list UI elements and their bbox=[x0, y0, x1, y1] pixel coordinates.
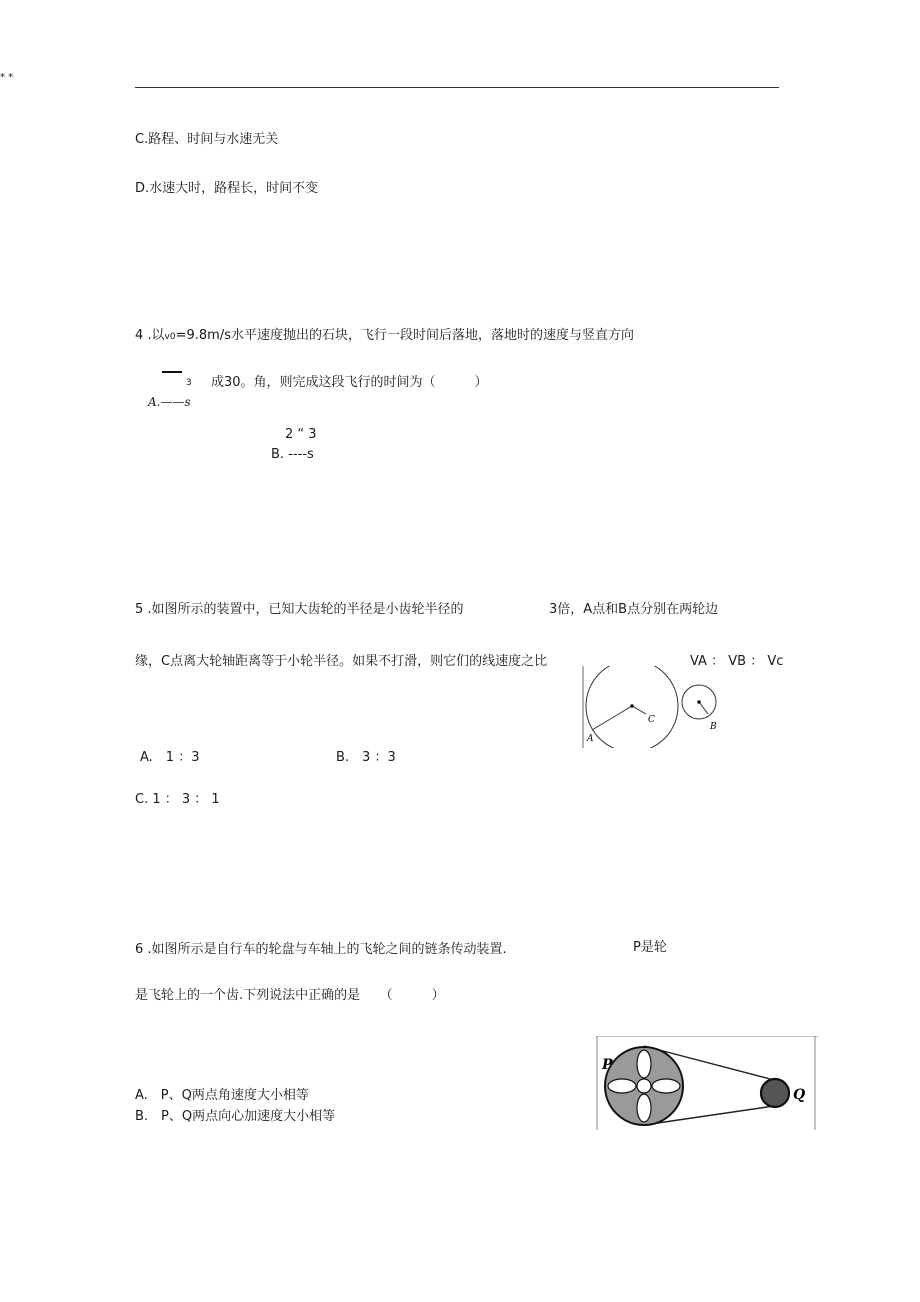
q5-label-a: A bbox=[587, 734, 594, 744]
q5-option-b: B. 3 ：3 bbox=[336, 750, 396, 765]
q4-option-b-numerator: 2 “ 3 bbox=[285, 427, 317, 442]
page-marker: * * bbox=[0, 72, 14, 83]
q5-stem-line1-b: 3倍，A点和B点分别在两轮边 bbox=[549, 602, 719, 617]
q5-large-center bbox=[630, 704, 634, 708]
q5-ratio-sep1: ： bbox=[711, 654, 725, 669]
q5-ratio-sep2: ： bbox=[750, 654, 764, 669]
q6-stem-line2: 是飞轮上的一个齿.下列说法中正确的是 （ ） bbox=[135, 988, 445, 1003]
q4-fraction-sup: 3 bbox=[186, 378, 192, 388]
q6-option-b: B. P、Q两点向心加速度大小相等 bbox=[135, 1109, 336, 1124]
q6-freewheel bbox=[761, 1079, 789, 1107]
q5-radius-c bbox=[632, 706, 646, 714]
q6-chainring-hole-bottom bbox=[637, 1094, 651, 1122]
q6-label-q: Q bbox=[793, 1087, 806, 1103]
q5-gear-figure bbox=[580, 666, 725, 748]
q4-stem-v0: v0 bbox=[164, 332, 176, 342]
q4-stem-prefix: 4 .以 bbox=[135, 328, 165, 343]
q5-ratio-va: VA bbox=[690, 654, 707, 669]
q3-option-c: C.路程、时间与水速无关 bbox=[135, 132, 279, 147]
q4-option-a-text: A.——s bbox=[148, 395, 191, 409]
q6-chainring-hole-top bbox=[637, 1050, 651, 1078]
q4-option-a bbox=[148, 394, 191, 410]
q5-label-b: B bbox=[710, 722, 717, 732]
q6-chainring-hub bbox=[637, 1079, 651, 1093]
q6-chainring-hole-left bbox=[608, 1079, 636, 1093]
q5-stem-line2: 缘，C点离大轮轴距离等于小轮半径。如果不打滑，则它们的线速度之比 bbox=[135, 654, 548, 669]
q5-option-c: C. 1 ： 3 ： 1 bbox=[135, 792, 220, 807]
q4-stem bbox=[135, 328, 634, 345]
header-rule bbox=[135, 87, 779, 88]
q5-radius-a bbox=[592, 706, 632, 730]
q5-radius-b bbox=[699, 702, 708, 714]
q5-small-center bbox=[697, 700, 701, 704]
q3-option-d: D.水速大时，路程长，时间不变 bbox=[135, 181, 319, 196]
q6-chain-drive-figure bbox=[596, 1036, 818, 1130]
q4-stem-line2: 成30。角，则完成这段飞行的时间为（ ） bbox=[211, 375, 488, 390]
q5-label-c: C bbox=[648, 715, 655, 725]
q4-option-b: B. ----s bbox=[271, 447, 314, 462]
q5-option-a: A. 1 ：3 bbox=[140, 750, 200, 765]
q6-option-a: A. P、Q两点角速度大小相等 bbox=[135, 1088, 309, 1103]
q6-label-p: P bbox=[602, 1057, 613, 1073]
q5-ratio-vb: VB bbox=[728, 654, 747, 669]
q6-stem-line1-a: 6 .如图所示是自行车的轮盘与车轴上的飞轮之间的链条传动装置. bbox=[135, 942, 507, 957]
q6-chainring-hole-right bbox=[652, 1079, 680, 1093]
q5-ratio-vc: Vc bbox=[767, 654, 784, 669]
q4-fraction-bar bbox=[162, 371, 182, 373]
q6-stem-line1-b: P是轮 bbox=[633, 940, 667, 955]
q5-stem-line1-a: 5 .如图所示的装置中，已知大齿轮的半径是小齿轮半径的 bbox=[135, 602, 464, 617]
q4-stem-rest: =9.8m/s水平速度抛出的石块，飞行一段时间后落地，落地时的速度与竖直方向 bbox=[175, 328, 634, 343]
